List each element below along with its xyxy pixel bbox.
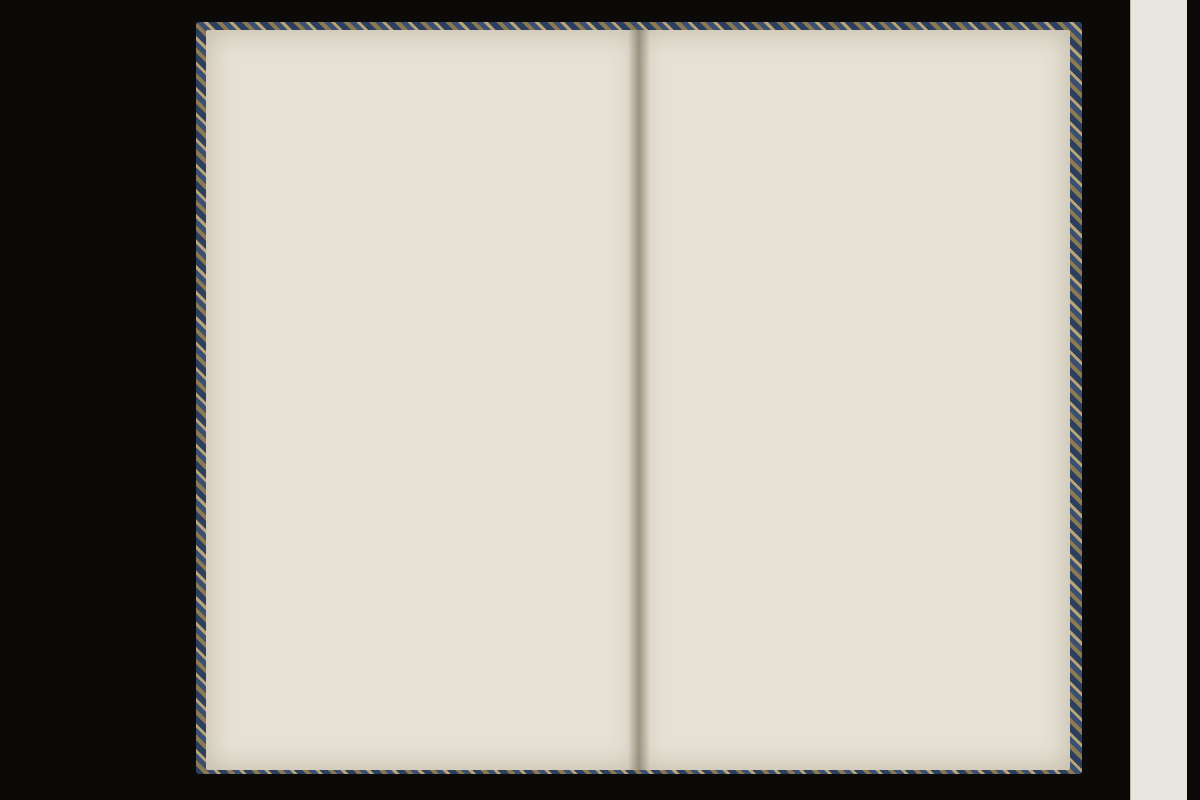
left-page <box>206 30 638 770</box>
right-page <box>638 30 1070 770</box>
book-gutter <box>628 30 650 770</box>
measuring-ruler <box>1130 0 1187 800</box>
